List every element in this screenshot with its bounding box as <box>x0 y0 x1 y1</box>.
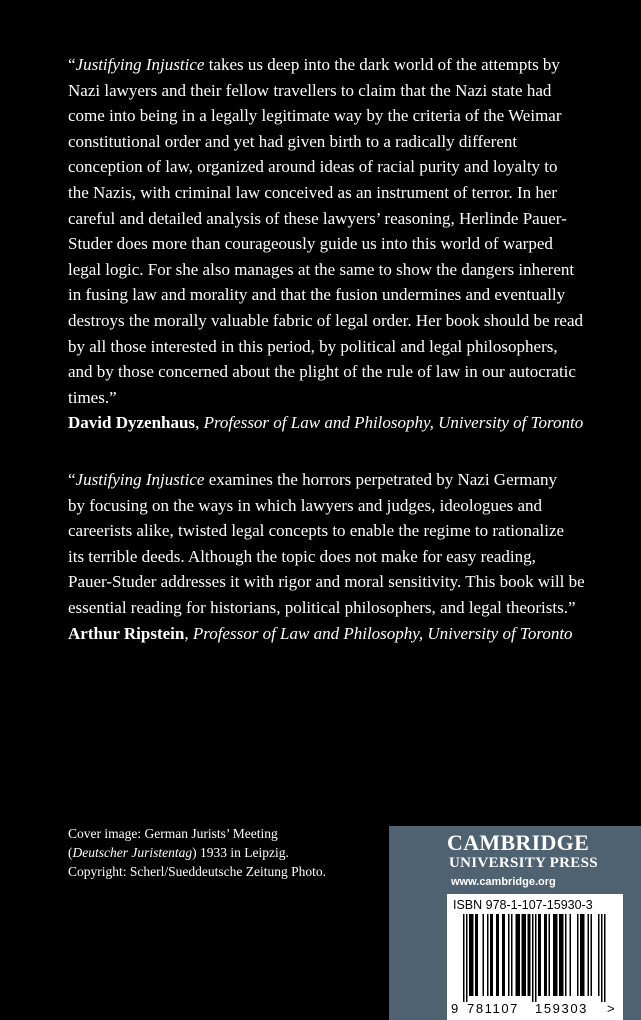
endorsement-1-line-6: the Nazis, with criminal law conceived as an instrument of terror. In her <box>68 182 558 202</box>
endorsement-2-line-1 <box>68 467 588 493</box>
barcode-bar <box>471 914 473 996</box>
barcode-bar <box>538 914 540 996</box>
barcode-digits-left: 781107 <box>467 1001 520 1016</box>
barcode-bar <box>529 914 531 996</box>
barcode-bar <box>561 914 563 996</box>
credit-line-2 <box>68 843 326 862</box>
publisher-name: CAMBRIDGE <box>447 830 590 855</box>
barcode-bar <box>540 914 542 996</box>
endorsement-2-line-6: essential reading for historians, political philosophers, and legal theorists.” <box>68 597 576 617</box>
credit-paren: ( <box>68 845 73 860</box>
barcode-bar <box>490 914 492 996</box>
barcode-bar <box>502 914 504 996</box>
barcode-bar <box>466 914 468 1002</box>
barcode-bar <box>553 914 555 996</box>
credit-line-1: Cover image: German Jurists’ Meeting <box>68 826 278 841</box>
endorsement-1-line-9: legal logic. For she also manages at the same to show the dangers inherent <box>68 259 575 279</box>
credit-event-rest: ) 1933 in Leipzig. <box>192 845 289 860</box>
endorsement-2-line-4: its terrible deeds. Although the topic does not make for easy reading, <box>68 546 536 566</box>
endorsement-2 <box>68 467 588 646</box>
open-quote: “ <box>68 55 76 74</box>
barcode-bar <box>528 914 530 996</box>
barcode-panel <box>447 894 623 1020</box>
barcode-bar <box>580 914 582 996</box>
barcode-bar <box>525 914 527 996</box>
barcode-bar <box>516 914 518 996</box>
endorsement-1 <box>68 52 588 436</box>
barcode-bar <box>519 914 521 996</box>
endorsement-2-line-2: by focusing on the ways in which lawyers and judges, ideologues and <box>68 495 543 515</box>
barcode-bar <box>555 914 557 996</box>
barcode-bar <box>544 914 546 996</box>
barcode-bar <box>583 914 585 996</box>
barcode-bar <box>588 914 590 996</box>
endorsement-1-attribution: David Dyzenhaus, Professor of Law and Philosophy, University of Toronto <box>68 413 584 433</box>
endorsement-1-line-5: conception of law, organized around ideas of racial purity and loyalty to <box>68 157 558 177</box>
barcode-bar <box>535 914 537 1002</box>
barcode-bar <box>532 914 534 1002</box>
isbn-label: ISBN 978-1-107-15930-3 <box>453 898 593 912</box>
barcode-icon <box>447 914 623 1004</box>
endorsement-1-line-7: careful and detailed analysis of these lawyers’ reasoning, Herlinde Pauer- <box>68 208 567 228</box>
barcode-bar <box>565 914 567 996</box>
endorsement-1-line-11: destroys the morally valuable fabric of legal order. Her book should be read <box>68 310 584 330</box>
endorsement-1-line-10: in fusing law and morality and that the fusion undermines and eventually <box>68 285 566 305</box>
endorsement-1-line-2: Nazi lawyers and their fellow travellers to claim that the Nazi state had <box>68 80 552 100</box>
barcode-quiet-mark: > <box>607 1001 615 1016</box>
barcode-bar <box>517 914 519 996</box>
barcode-bar <box>562 914 564 996</box>
book-title-italic: Justifying Injustice <box>75 470 205 489</box>
open-quote: “ <box>68 470 76 489</box>
barcode-bar <box>496 914 498 996</box>
barcode-bar <box>487 914 489 996</box>
barcode-bar <box>463 914 465 1002</box>
credit-line-3: Copyright: Scherl/Sueddeutsche Zeitung Photo. <box>68 864 326 879</box>
barcode-bar <box>549 914 551 996</box>
barcode-bar <box>559 914 561 996</box>
barcode-bar <box>556 914 558 996</box>
endorsement-1-line-4: constitutional order and yet had given birth to a radically different <box>68 131 518 151</box>
barcode-digit-lead: 9 <box>451 1001 459 1016</box>
author-affiliation: Professor of Law and Philosophy, University of Toronto <box>203 413 584 433</box>
endorsement-1-line-8: Studer does more than courageously guide us into this world of warped <box>68 234 553 254</box>
line-text: examines the horrors perpetrated by Nazi Germany <box>204 470 558 489</box>
barcode-bar <box>522 914 524 996</box>
endorsement-1-line-3: come into being in a legally legitimate way by the criteria of the Weimar <box>68 106 562 126</box>
barcode-bar <box>591 914 593 996</box>
endorsement-1-line-12: by all those interested in this period, by political and legal philosophers, <box>68 336 558 356</box>
barcode-bar <box>577 914 579 996</box>
barcode-bar <box>601 914 603 1002</box>
barcode-bar <box>492 914 494 996</box>
barcode-bar <box>504 914 506 996</box>
barcode-bar <box>472 914 474 996</box>
barcode-bar <box>483 914 485 996</box>
barcode-bar <box>498 914 500 996</box>
barcode-bar <box>477 914 479 996</box>
endorsement-2-line-3: careerists alike, twisted legal concepts to enable the regime to rationalize <box>68 521 565 541</box>
author-name: David Dyzenhaus <box>68 413 196 433</box>
barcode-bar <box>604 914 606 1002</box>
book-title-italic: Justifying Injustice <box>75 55 205 74</box>
endorsement-2-attribution: Arthur Ripstein, Professor of Law and Philosophy, University of Toronto <box>68 623 573 643</box>
author-affiliation: Professor of Law and Philosophy, University of Toronto <box>192 623 573 643</box>
line-text: takes us deep into the dark world of the attempts by <box>204 55 560 74</box>
credit-event-name: Deutscher Juristentag <box>72 845 193 860</box>
author-name: Arthur Ripstein <box>68 623 185 643</box>
barcode-bar <box>475 914 477 996</box>
barcode-digits <box>447 1001 623 1017</box>
cover-image-credit <box>68 824 326 881</box>
barcode-bar <box>511 914 513 996</box>
barcode-bar <box>546 914 548 996</box>
barcode-bar <box>469 914 471 996</box>
barcode-bar <box>582 914 584 996</box>
endorsement-1-line-1 <box>68 52 588 78</box>
publisher-panel <box>389 826 641 1020</box>
publisher-url: www.cambridge.org <box>451 876 556 888</box>
publisher-subtitle: UNIVERSITY PRESS <box>449 855 598 871</box>
barcode-digits-right: 159303 <box>535 1001 588 1016</box>
endorsement-2-line-5: Pauer-Studer addresses it with rigor and moral sensitivity. This book will be <box>68 572 585 592</box>
barcode-bar <box>508 914 510 996</box>
endorsement-1-line-14: times.” <box>68 387 117 407</box>
barcode-bar <box>523 914 525 996</box>
endorsement-1-line-13: and by those concerned about the plight of the rule of law in our autocratic <box>68 362 576 382</box>
barcode-bar <box>570 914 572 996</box>
barcode-bar <box>598 914 600 996</box>
